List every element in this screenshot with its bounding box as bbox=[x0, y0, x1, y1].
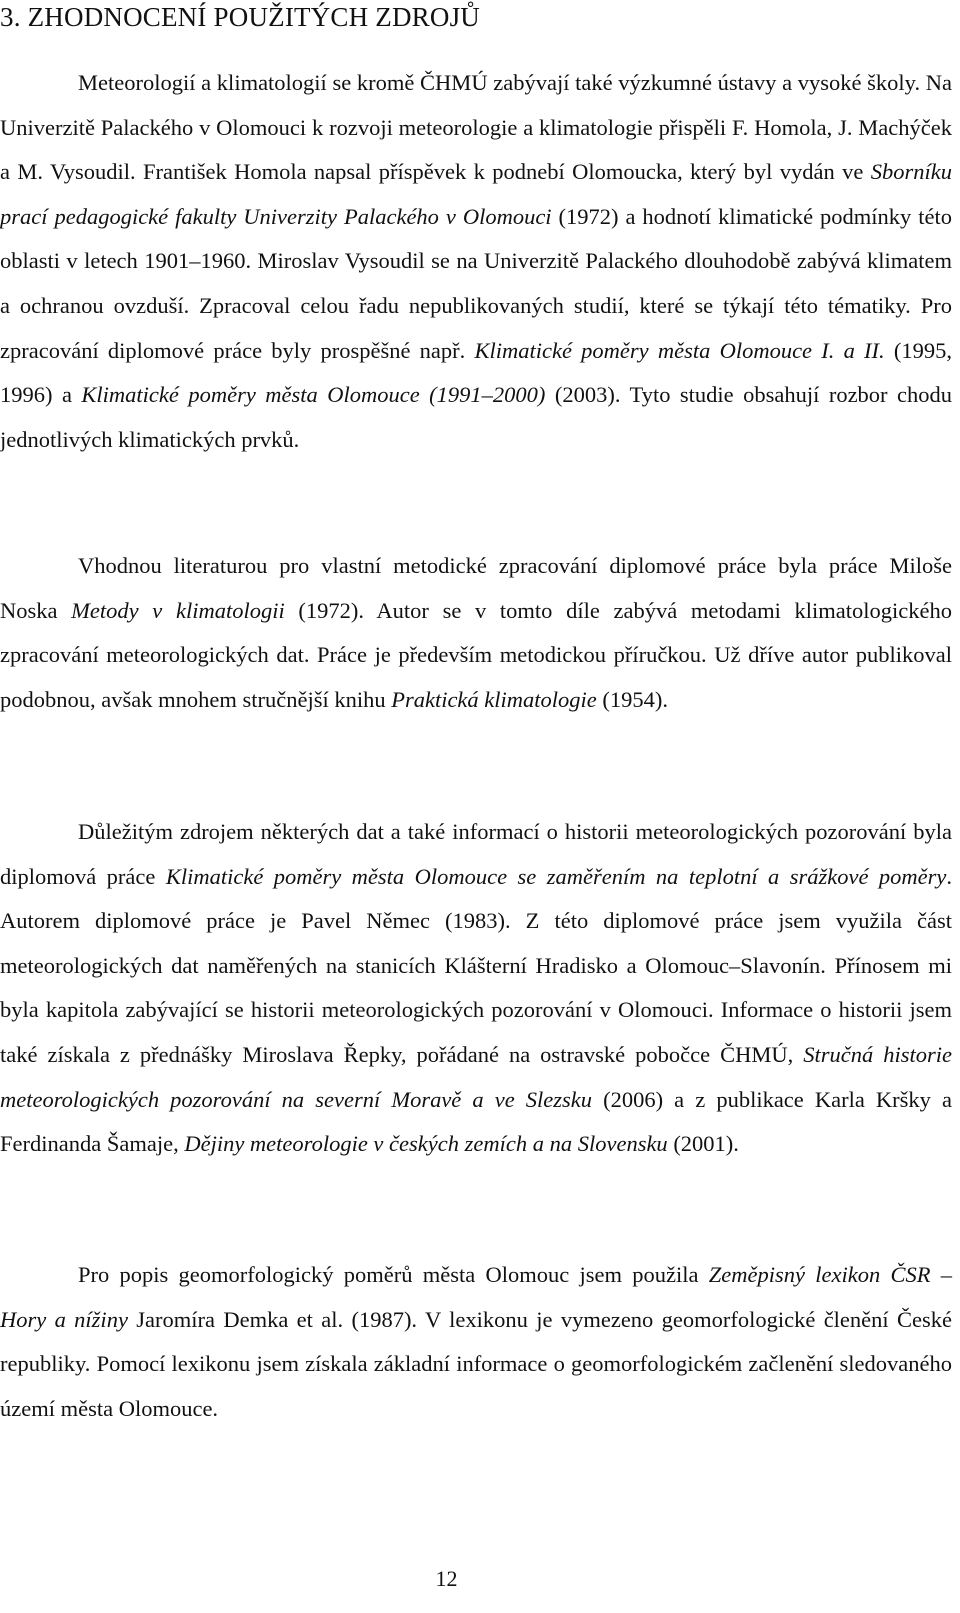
text: (1972). Autor se v tomto díle zabývá metodami klimatologického zpracování meteorologických dat. Práce je především metodickou příručkou. Už dříve autor publikoval podobnou, avšak mnohem stručnější knihu bbox=[0, 597, 952, 712]
section-heading: 3. ZHODNOCENÍ POUŽITÝCH ZDROJŮ bbox=[0, 2, 480, 32]
text: (1954). bbox=[596, 686, 669, 712]
text: Důležitým zdrojem některých dat a také informací o historii meteorologických pozorování byla diplomová práce bbox=[0, 819, 952, 889]
text: Pro popis geomorfologický poměrů města Olomouc jsem použila bbox=[78, 1262, 709, 1287]
citation-title: Klimatické poměry města Olomouce (1991–2000) bbox=[81, 382, 546, 408]
citation-title: Zeměpisný lexikon ČSR – Hory a nížiny bbox=[0, 1262, 952, 1332]
citation-title: Stručná historie meteorologických pozorování na severní Moravě a ve Slezsku bbox=[0, 1041, 952, 1112]
page-number: 12 bbox=[435, 1566, 458, 1591]
text: . Autorem diplomové práce je Pavel Němec (1983). Z této diplomové práce jsem využila část meteorologických dat naměřených na stanicích Klášterní Hradisko a Olomouc–Slavonín. Přínosem mi byla kapitola zabývající se historii meteorologických pozorování v Olomouci. Informace o historii jsem také získala z přednášky Miroslava Řepky, pořádané na ostravské pobočce ČHMÚ, bbox=[0, 863, 952, 1067]
citation-title: Klimatické poměry města Olomouce I. a II. bbox=[474, 337, 885, 363]
text: Meteorologií a klimatologií se kromě ČHMÚ zabývají také výzkumné ústavy a vysoké školy. Na Univerzitě Palackého v Olomouci k rozvoji meteorologie a klimatologie přispěli F. Homola, J. Machýček a M. Vysoudil. František Homola napsal příspěvek k podnebí Olomoucka, který byl vydán ve bbox=[0, 70, 952, 185]
citation-title: Sborníku prací pedagogické fakulty Univerzity Palackého v Olomouci bbox=[0, 159, 952, 229]
text: (1995, 1996) a bbox=[0, 337, 953, 408]
text: (2003). Tyto studie obsahují rozbor chodu jednotlivých klimatických prvků. bbox=[0, 382, 952, 452]
text: (2001). bbox=[667, 1131, 739, 1157]
text: Vhodnou literaturou pro vlastní metodické zpracování diplomové práce byla práce Miloše Noska bbox=[0, 553, 952, 623]
text: (2006) a z publikace Karla Kršky a Ferdinanda Šamaje, bbox=[0, 1086, 952, 1157]
text: Jaromíra Demka et al. (1987). V lexikonu je vymezeno geomorfologické členění České republiky. Pomocí lexikonu jsem získala základní informace o geomorfologickém začlenění sledovaného území města Olomouce. bbox=[0, 1306, 952, 1421]
citation-title: Klimatické poměry města Olomouce se zaměřením na teplotní a srážkové poměry bbox=[165, 863, 947, 889]
citation-title: Praktická klimatologie bbox=[391, 686, 597, 712]
citation-title: Dějiny meteorologie v českých zemích a na Slovensku bbox=[184, 1131, 668, 1157]
paragraph-1 bbox=[0, 61, 952, 462]
paragraph-2 bbox=[0, 544, 952, 722]
citation-title: Metody v klimatologii bbox=[71, 597, 285, 623]
text: (1972) a hodnotí klimatické podmínky této oblasti v letech 1901–1960. Miroslav Vysoudil se na Univerzitě Palackého dlouhodobě zabývá klimatem a ochranou ovzduší. Zpracoval celou řadu nepublikovaných studií, které se týkají této tématiky. Pro zpracování diplomové práce byly prospěšné např. bbox=[0, 203, 953, 363]
paragraph-4 bbox=[0, 1253, 952, 1431]
paragraph-3 bbox=[0, 810, 952, 1167]
